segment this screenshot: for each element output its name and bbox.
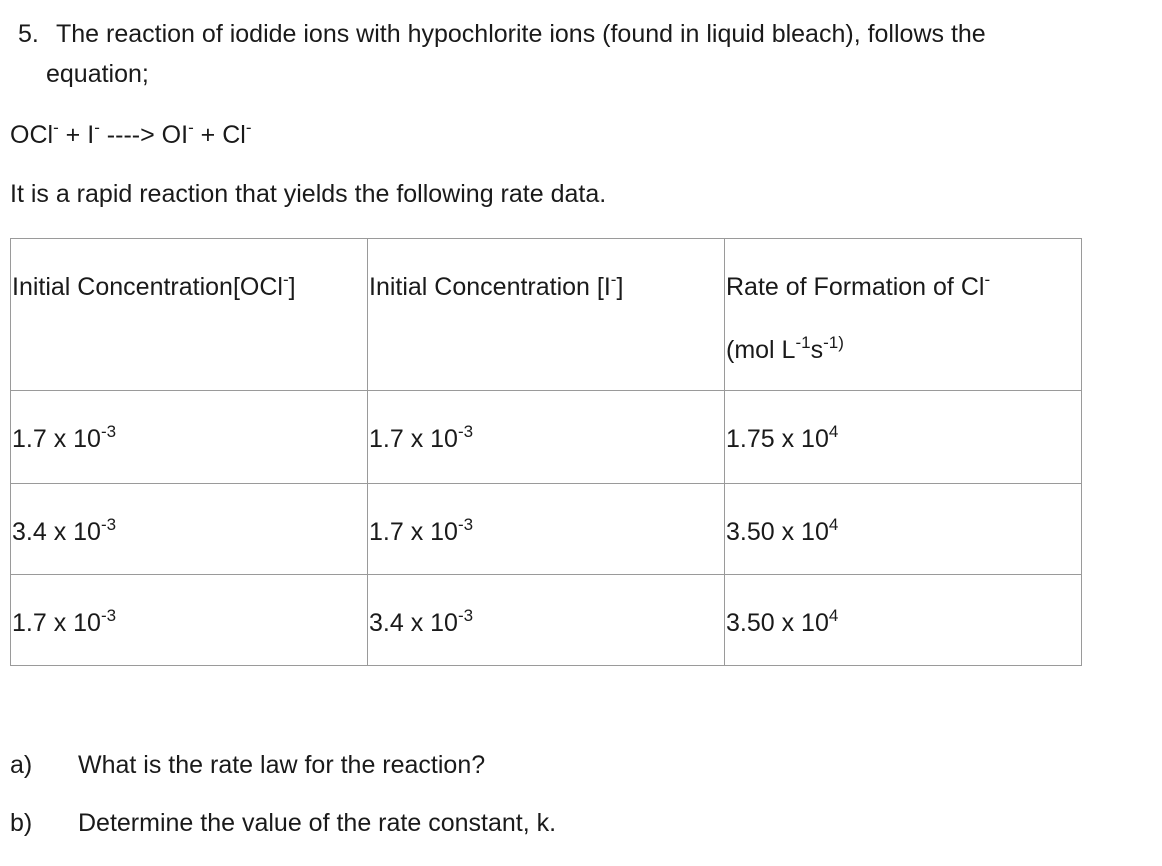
part-label: a)	[10, 751, 33, 779]
rate-data-table	[10, 238, 1082, 666]
product-chloride: Cl	[222, 121, 246, 149]
table-row	[11, 575, 1082, 666]
part-label: b)	[10, 809, 33, 837]
header-rate-of-formation: Rate of Formation of Cl- (mol $L^{-1}s^{-1)}$	[725, 239, 1082, 391]
question-part-a	[10, 750, 556, 808]
charge: -	[53, 117, 59, 137]
plus-sign: +	[193, 121, 223, 149]
question-parts	[10, 750, 556, 866]
charge: -	[245, 117, 252, 137]
question-text-line2: equation;	[46, 60, 149, 88]
table-cell: 1.7 x $10^{-3}$	[368, 391, 725, 484]
header-iodide-concentration: Initial Concentration [I-]	[368, 239, 725, 391]
table-cell: 3.50 x $10^4$	[725, 575, 1082, 666]
product-hypoiodite: OI	[161, 121, 189, 149]
question-number: 5.	[18, 20, 39, 48]
rate-units: (mol $L^{-1}s^{-1)}$	[726, 332, 844, 364]
table-cell: 1.7 x $10^{-3}$	[368, 484, 725, 575]
table-header-row	[11, 239, 1082, 391]
reactant-iodide: I	[87, 121, 95, 149]
reactant-hypochlorite: OCl	[10, 121, 54, 149]
table-cell: 3.4 x $10^{-3}$	[11, 484, 368, 575]
table-cell: 1.7 x $10^{-3}$	[11, 575, 368, 666]
part-text: What is the rate law for the reaction?	[78, 751, 486, 779]
part-text: Determine the value of the rate constant, k.	[78, 809, 557, 837]
table-cell: 3.50 x $10^4$	[725, 484, 1082, 575]
table-cell: 1.75 x $10^4$	[725, 391, 1082, 484]
plus-sign: +	[58, 121, 88, 149]
question-text	[18, 14, 1118, 94]
table-row	[11, 484, 1082, 575]
question-part-b	[10, 808, 556, 866]
table-cell: 1.7 x $10^{-3}$	[11, 391, 368, 484]
reaction-equation	[10, 117, 252, 150]
reaction-arrow: ---->	[99, 121, 162, 149]
table-row	[11, 391, 1082, 484]
intro-text: It is a rapid reaction that yields the following rate data.	[10, 180, 607, 208]
question-text-line1: The reaction of iodide ions with hypochlorite ions (found in liquid bleach), follows the	[56, 20, 986, 48]
charge: -	[94, 117, 100, 137]
header-ocl-concentration: Initial Concentration[OCl-]	[11, 239, 368, 391]
charge: -	[188, 117, 194, 137]
table-cell: 3.4 x $10^{-3}$	[368, 575, 725, 666]
